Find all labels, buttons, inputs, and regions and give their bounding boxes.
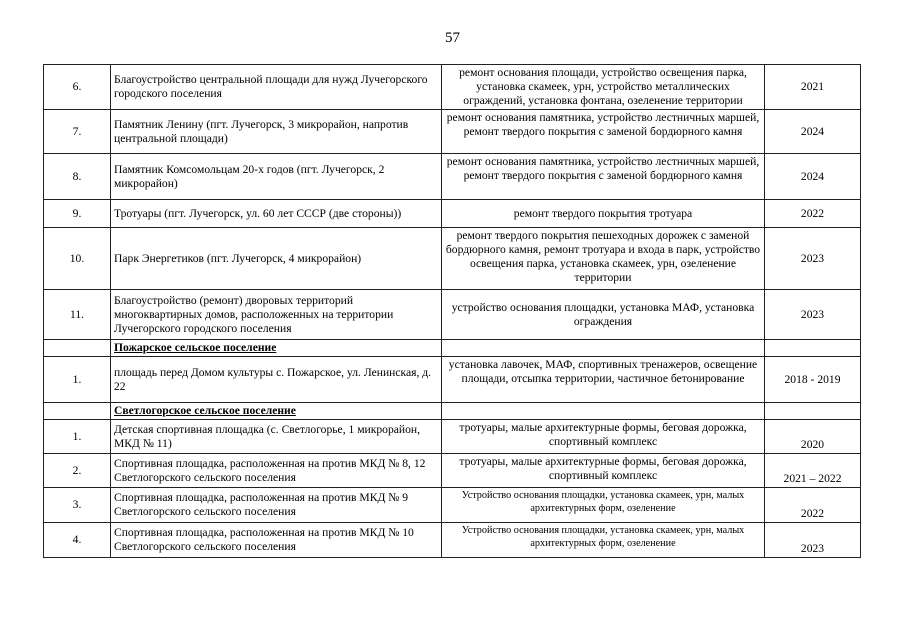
year-cell: 2023 [765, 523, 861, 558]
year-cell: 2021 [765, 65, 861, 110]
works-table [43, 64, 861, 558]
year-cell [765, 403, 861, 420]
year-cell: 2022 [765, 488, 861, 523]
row-number: 7. [44, 110, 111, 154]
year-cell: 2020 [765, 420, 861, 454]
table-row [44, 454, 861, 488]
table-row [44, 200, 861, 228]
work-list: ремонт основания площади, устройство освещения парка, установка скамеек, урн, устройство металлических ограждений, установка фонтана, озеленение территории [442, 65, 765, 110]
work-list: установка лавочек, МАФ, спортивных тренажеров, освещение площади, отсыпка территории, частичное бетонирование [442, 357, 765, 403]
row-number [44, 340, 111, 357]
row-number: 9. [44, 200, 111, 228]
table-row [44, 110, 861, 154]
page-number: 57 [445, 30, 460, 46]
work-list: тротуары, малые архитектурные формы, беговая дорожка, спортивный комплекс [442, 420, 765, 454]
year-cell: 2023 [765, 228, 861, 290]
year-cell: 2021 – 2022 [765, 454, 861, 488]
object-name: Спортивная площадка, расположенная на против МКД № 10 Светлогорского сельского поселения [111, 523, 442, 558]
object-name: площадь перед Домом культуры с. Пожарское, ул. Ленинская, д. 22 [111, 357, 442, 403]
work-list: ремонт твердого покрытия пешеходных дорожек с заменой бордюрного камня, ремонт тротуара и входа в парк, устройство освещения парка, установка скамеек, урн, озеленение территории [442, 228, 765, 290]
year-cell [765, 340, 861, 357]
year-cell: 2018 - 2019 [765, 357, 861, 403]
object-name: Тротуары (пгт. Лучегорск, ул. 60 лет СССР (две стороны)) [111, 200, 442, 228]
work-list [442, 340, 765, 357]
section-header-row [44, 340, 861, 357]
row-number: 6. [44, 65, 111, 110]
object-name: Памятник Ленину (пгт. Лучегорск, 3 микрорайон, напротив центральной площади) [111, 110, 442, 154]
row-number: 8. [44, 154, 111, 200]
section-title: Пожарское сельское поселение [111, 340, 442, 357]
year-cell: 2022 [765, 200, 861, 228]
object-name: Памятник Комсомольцам 20-х годов (пгт. Лучегорск, 2 микрорайон) [111, 154, 442, 200]
work-list: тротуары, малые архитектурные формы, беговая дорожка, спортивный комплекс [442, 454, 765, 488]
table-row [44, 523, 861, 558]
table-row [44, 488, 861, 523]
section-title: Светлогорское сельское поселение [111, 403, 442, 420]
object-name: Парк Энергетиков (пгт. Лучегорск, 4 микрорайон) [111, 228, 442, 290]
work-list: ремонт основания памятника, устройство лестничных маршей, ремонт твердого покрытия с заменой бордюрного камня [442, 110, 765, 154]
row-number: 2. [44, 454, 111, 488]
row-number: 1. [44, 357, 111, 403]
year-cell: 2024 [765, 154, 861, 200]
section-header-row [44, 403, 861, 420]
object-name: Детская спортивная площадка (с. Светлогорье, 1 микрорайон, МКД № 11) [111, 420, 442, 454]
table-row [44, 228, 861, 290]
table-row [44, 154, 861, 200]
table-row [44, 65, 861, 110]
work-list: Устройство основания площадки, установка скамеек, урн, малых архитектурных форм, озеленение [442, 488, 765, 523]
object-name: Благоустройство (ремонт) дворовых территорий многоквартирных домов, расположенных на территории Лучегорского городского поселения [111, 290, 442, 340]
object-name: Благоустройство центральной площади для нужд Лучегорского городского поселения [111, 65, 442, 110]
work-list: Устройство основания площадки, установка скамеек, урн, малых архитектурных форм, озеленение [442, 523, 765, 558]
work-list: ремонт основания памятника, устройство лестничных маршей, ремонт твердого покрытия с заменой бордюрного камня [442, 154, 765, 200]
row-number: 11. [44, 290, 111, 340]
row-number: 3. [44, 488, 111, 523]
table-row [44, 290, 861, 340]
year-cell: 2023 [765, 290, 861, 340]
object-name: Спортивная площадка, расположенная на против МКД № 8, 12 Светлогорского сельского поселения [111, 454, 442, 488]
table-row [44, 420, 861, 454]
table-row [44, 357, 861, 403]
row-number: 10. [44, 228, 111, 290]
year-cell: 2024 [765, 110, 861, 154]
work-list: ремонт твердого покрытия тротуара [442, 200, 765, 228]
object-name: Спортивная площадка, расположенная на против МКД № 9 Светлогорского сельского поселения [111, 488, 442, 523]
work-list: устройство основания площадки, установка МАФ, установка ограждения [442, 290, 765, 340]
row-number: 4. [44, 523, 111, 558]
work-list [442, 403, 765, 420]
row-number [44, 403, 111, 420]
row-number: 1. [44, 420, 111, 454]
